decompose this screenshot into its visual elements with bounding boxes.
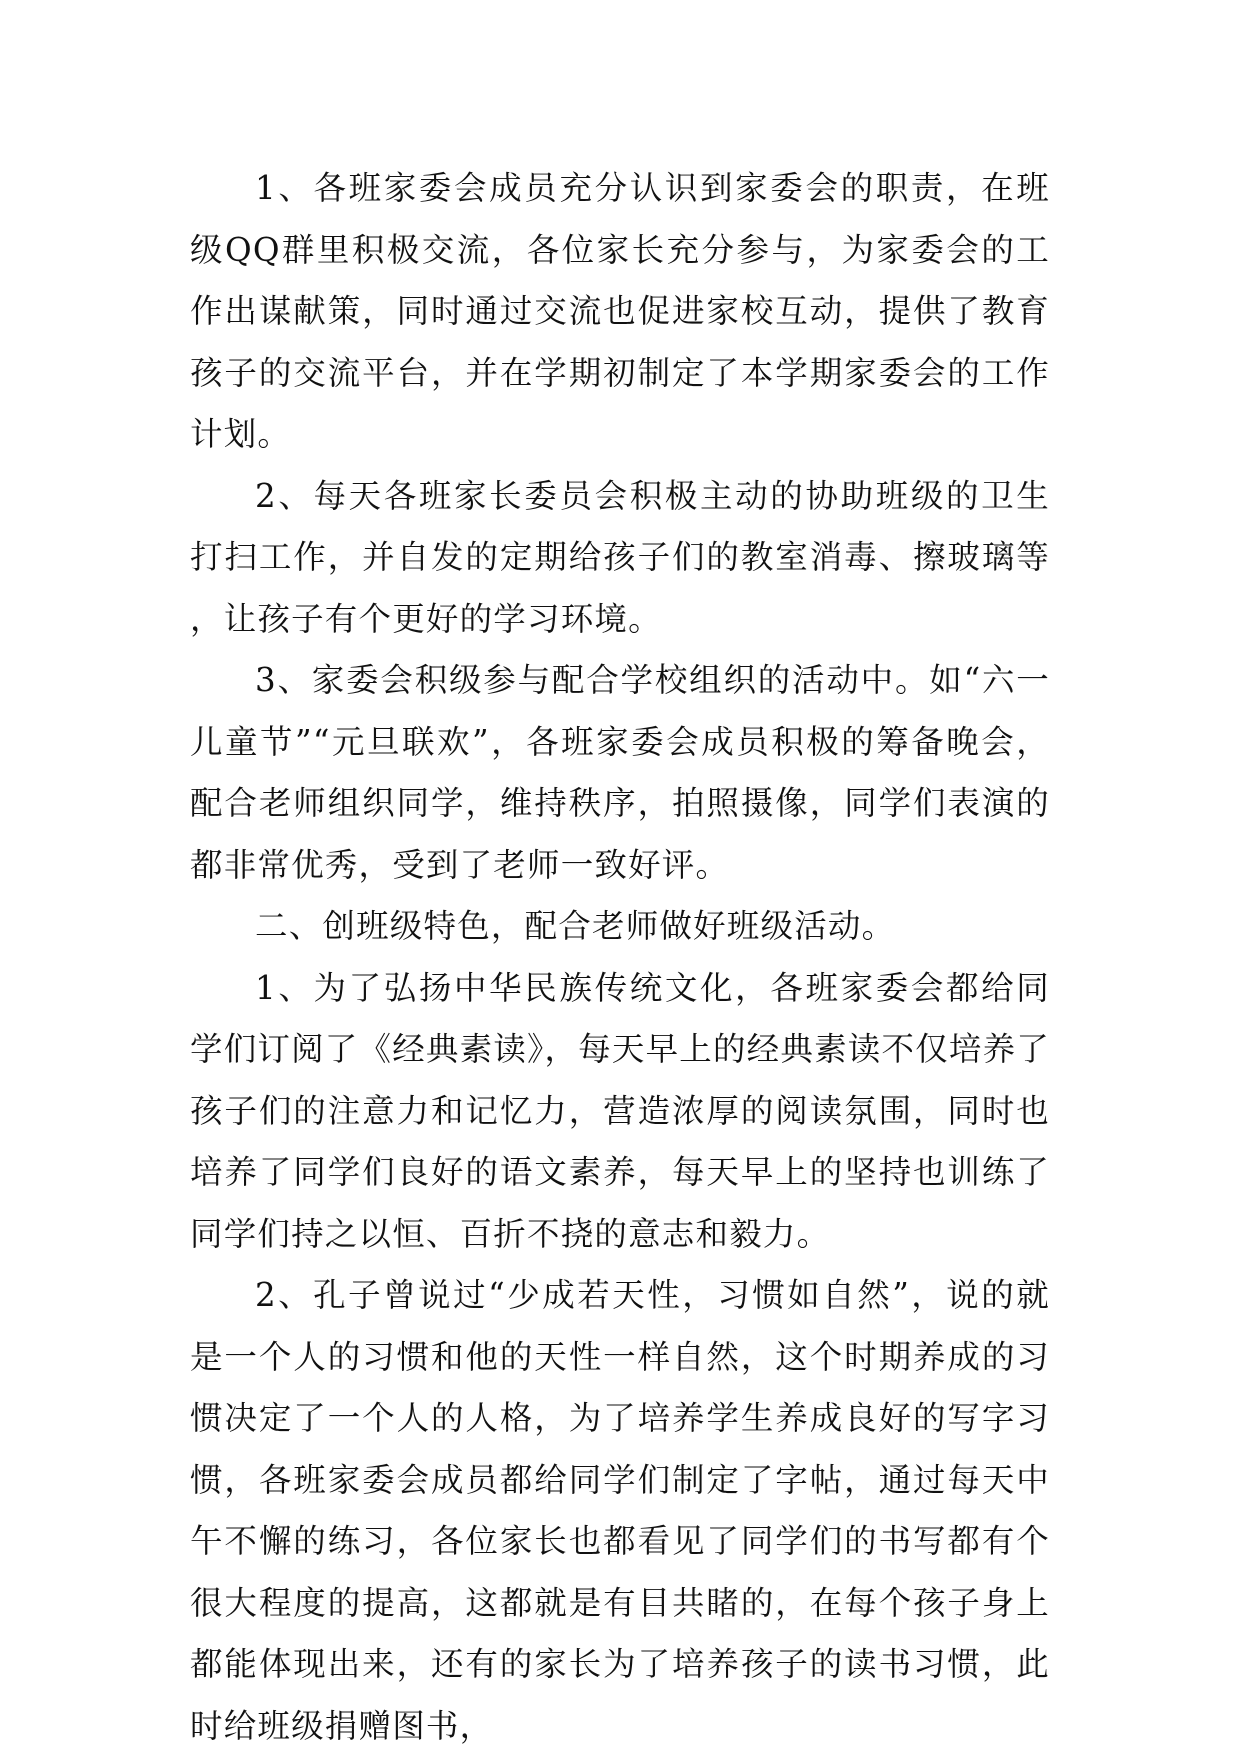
section-heading-class-features: 二、创班级特色，配合老师做好班级活动。 [255, 907, 896, 945]
paragraph-cleaning-work: 2、每天各班家长委员会积极主动的协助班级的卫生打扫工作，并自发的定期给孩子们的教室消毒、擦玻璃等，让孩子有个更好的学习环境。 [190, 476, 1050, 638]
paragraph-classic-reading: 1、为了弘扬中华民族传统文化，各班家委会都给同学们订阅了《经典素读》，每天早上的经典素读不仅培养了孩子们的注意力和记忆力，营造浓厚的阅读氛围，同时也培养了同学们良好的语文素养，每天早上的坚持也训练了同学们持之以恒、百折不挠的意志和毅力。 [190, 968, 1050, 1253]
paragraph-school-activities: 3、家委会积级参与配合学校组织的活动中。如“六一儿童节”“元旦联欢”，各班家委会成员积极的筹备晚会，配合老师组织同学，维持秩序，拍照摄像，同学们表演的都非常优秀，受到了老师一致好评。 [190, 661, 1050, 884]
document-body [190, 158, 1050, 1757]
paragraph-writing-habits: 2、孔子曾说过“少成若天性，习惯如自然”，说的就是一个人的习惯和他的天性一样自然，这个时期养成的习惯决定了一个人的人格，为了培养学生养成良好的写字习惯，各班家委会成员都给同学们制定了字帖，通过每天中午不懈的练习，各位家长也都看见了同学们的书写都有个很大程度的提高，这都就是有目共睹的，在每个孩子身上都能体现出来，还有的家长为了培养孩子的读书习惯，此时给班级捐赠图书， [190, 1276, 1050, 1745]
paragraph-committee-qq-group: 1、各班家委会成员充分认识到家委会的职责，在班级QQ群里积极交流，各位家长充分参与，为家委会的工作出谋献策，同时通过交流也促进家校互动，提供了教育孩子的交流平台，并在学期初制定了本学期家委会的工作计划。 [190, 169, 1050, 453]
